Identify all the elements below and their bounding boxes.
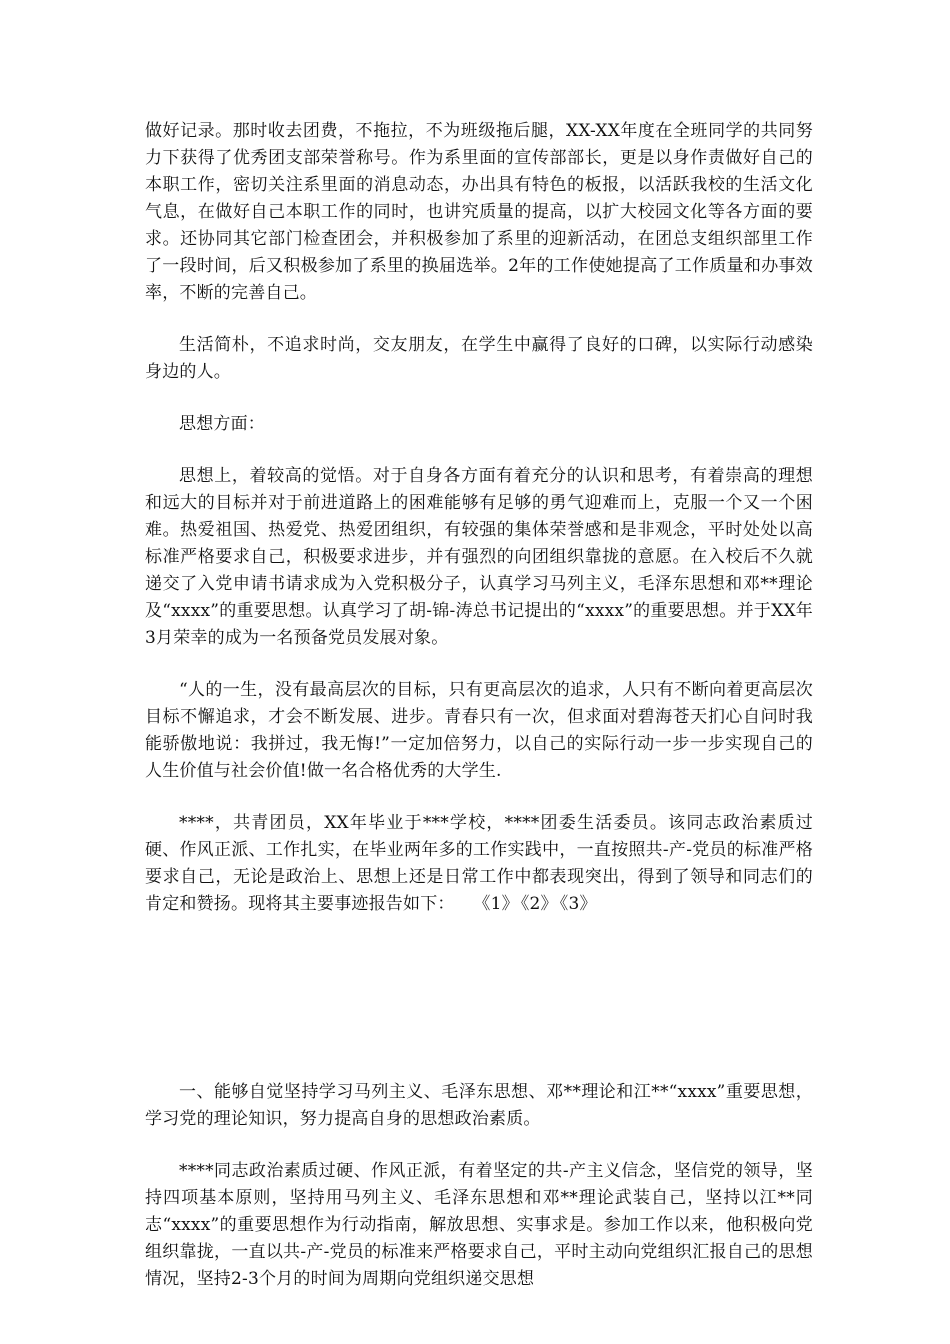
reference-link-1[interactable]: 《1》 [473,894,519,914]
paragraph-thought: 思想上，着较高的觉悟。对于自身各方面有着充分的认识和思考，有着崇高的理想和远大的目标并对于前进道路上的困难能够有足够的勇气迎难而上，克服一个又一个困难。热爱祖国、热爱党、热爱团组织，有较强的集体荣誉感和是非观念，平时处处以高标准严格要求自己，积极要求进步，并有强烈的向团组织靠拢的意愿。在入校后不久就递交了入党申请书请求成为入党积极分子，认真学习马列主义，毛泽东思想和邓**理论及“xxxx”的重要思想。认真学习了胡-锦-涛总书记提出的“xxxx”的重要思想。并于XX年3月荣幸的成为一名预备党员发展对象。 [145,466,813,648]
section-heading-one: 一、能够自觉坚持学习马列主义、毛泽东思想、邓**理论和江**“xxxx”重要思想，学习党的理论知识，努力提高自身的思想政治素质。 [145,1082,813,1129]
reference-link-2[interactable]: 《2》 [520,894,558,914]
reference-links [471,894,596,914]
document-body [145,118,813,1318]
paragraph-lifestyle: 生活简朴，不追求时尚，交友朋友，在学生中赢得了良好的口碑，以实际行动感染身边的人。 [145,335,813,382]
paragraph-profile [145,810,813,918]
profile-text: ****，共青团员，XX年毕业于***学校，****团委生活委员。该同志政治素质过硬、作风正派、工作扎实，在毕业两年多的工作实践中，一直按照共-产-党员的标准严格要求自己，无论是政治上、思想上还是日常工作中都表现突出，得到了领导和同志们的肯定和赞扬。现将其主要事迹报告如下： [145,813,813,914]
paragraph-political-quality: ****同志政治素质过硬、作风正派，有着坚定的共-产主义信念，坚信党的领导，坚持四项基本原则，坚持用马列主义、毛泽东思想和邓**理论武装自己，坚持以江**同志“xxxx”的重要思想作为行动指南，解放思想、实事求是。参加工作以来，他积极向党组织靠拢，一直以共-产-党员的标准来严格要求自己，平时主动向党组织汇报自己的思想情况，坚持2-3个月的时间为周期向党组织递交思想 [145,1161,813,1289]
paragraph-quote: “人的一生，没有最高层次的目标，只有更高层次的追求，人只有不断向着更高层次目标不懈追求，才会不断发展、进步。青春只有一次，但求面对碧海苍天扪心自问时我能骄傲地说：我拼过，我无悔!”一定加倍努力，以自己的实际行动一步一步实现自己的人生价值与社会价值!做一名合格优秀的大学生. [145,680,813,781]
section-heading-thought: 思想方面： [179,414,265,434]
blank-gap [145,943,813,1079]
reference-link-3[interactable]: 《3》 [559,894,597,914]
paragraph-work-record: 做好记录。那时收去团费，不拖拉，不为班级拖后腿，XX-XX年度在全班同学的共同努力下获得了优秀团支部荣誉称号。作为系里面的宣传部部长，更是以身作责做好自己的本职工作，密切关注系里面的消息动态，办出具有特色的板报，以活跃我校的生活文化气息，在做好自己本职工作的同时，也讲究质量的提高，以扩大校园文化等各方面的要求。还协同其它部门检查团会，并积极参加了系里的迎新活动，在团总支组织部里工作了一段时间，后又积极参加了系里的换届选举。2年的工作使她提高了工作质量和办事效率，不断的完善自己。 [145,121,813,303]
